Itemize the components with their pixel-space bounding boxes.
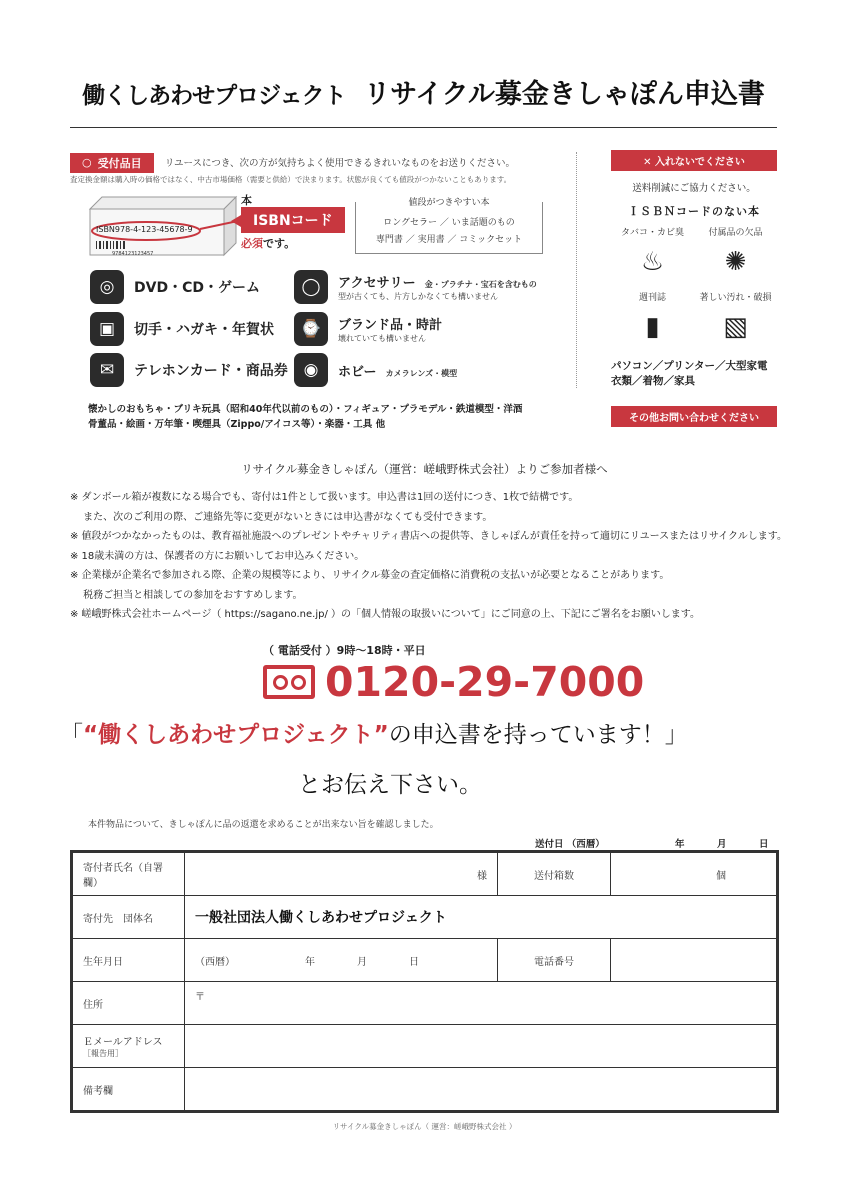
circle-icon: ○ bbox=[82, 156, 92, 169]
camera-icon: ◉ bbox=[294, 353, 328, 387]
magazine-icon: ▮ bbox=[645, 312, 660, 342]
category-accessory bbox=[294, 270, 537, 304]
notice-line: ※ 嵯峨野株式会社ホームページ（ https://sagano.ne.jp/ ）の「個人情報の取扱いについて」にご同意の上、下記にご署名をお願いします。 bbox=[70, 609, 700, 620]
notice-line: ※ ダンボール箱が複数になる場合でも、寄付は1件として扱います。申込書は1回の送付につき、1枚で結構です。 bbox=[70, 492, 579, 503]
document-header bbox=[70, 72, 777, 128]
not-accepted-grid bbox=[611, 225, 777, 347]
send-date-year: 年 bbox=[675, 839, 685, 850]
not-accepted-badge: ✕ 入れないでください bbox=[611, 150, 777, 171]
address-label: 住所 bbox=[73, 982, 185, 1025]
accepted-badge: ○ 受付品目 bbox=[70, 153, 154, 173]
category-hobby bbox=[294, 353, 457, 387]
notice-line: ※ 18歳未満の方は、保護者の方にお願いしてお申込みください。 bbox=[70, 550, 365, 562]
category-brand bbox=[294, 312, 442, 346]
phone-field[interactable] bbox=[611, 939, 777, 982]
barcode-number: 9784123123457 bbox=[112, 251, 154, 257]
boxes-label: 送付箱数 bbox=[498, 853, 611, 896]
gift-icon: ✉ bbox=[90, 353, 124, 387]
send-date-day: 日 bbox=[759, 839, 769, 850]
close-icon: ✕ bbox=[643, 157, 655, 168]
required-suffix: です。 bbox=[263, 237, 296, 250]
isbn-number: ISBN978-4-123-45678-9 bbox=[96, 225, 193, 234]
stamp-icon: ▣ bbox=[90, 312, 124, 346]
notice-line: また、次のご利用の際、ご連絡先等に変更がないときには申込書がなくても受付できます。 bbox=[70, 511, 493, 523]
notice-line: ※ 企業様が企業名で参加される際、企業の規模等により、リサイクル募金の査定価格に消費税の支払いが必要となることがあります。 bbox=[70, 570, 670, 581]
remarks-label: 備考欄 bbox=[73, 1068, 185, 1111]
category-label: 切手・ハガキ・年賀状 bbox=[134, 322, 274, 338]
not-accepted-item: 週刊誌 ▮ bbox=[611, 290, 694, 347]
category-label: アクセサリー bbox=[338, 276, 416, 291]
dest-value: 一般社団法人働くしあわせプロジェクト bbox=[185, 896, 777, 939]
cigarette-icon: ♨ bbox=[640, 247, 665, 277]
send-date bbox=[535, 836, 777, 850]
phone-label: 電話番号 bbox=[498, 939, 611, 982]
required-note bbox=[241, 235, 295, 251]
project-name: 働くしあわせプロジェクト bbox=[82, 83, 346, 109]
email-label: Ｅメールアドレス bbox=[83, 1037, 163, 1048]
remarks-field[interactable] bbox=[185, 1068, 777, 1111]
birth-date-field[interactable]: （西暦） 年 月 日 bbox=[185, 939, 498, 982]
watch-icon: ⌚ bbox=[294, 312, 328, 346]
contact-banner: その他お問い合わせください bbox=[611, 406, 777, 427]
confirm-text: 本件物品について、きしゃぽんに品の返還を求めることが出来ない旨を確認しました。 bbox=[88, 820, 439, 830]
broken-disc-icon: ✺ bbox=[724, 247, 747, 277]
valuable-line: 専門書 ／ 実用書 ／ コミックセット bbox=[375, 235, 523, 245]
tell-message-2: とお伝え下さい。 bbox=[298, 772, 482, 798]
category-sub-inline: 金・プラチナ・宝石を含むもの bbox=[424, 280, 537, 289]
not-accepted-item: 付属品の欠品 ✺ bbox=[694, 225, 777, 282]
freedial-icon bbox=[263, 665, 315, 699]
application-form bbox=[70, 850, 779, 1113]
category-sub-inline: カメラレンズ・模型 bbox=[385, 368, 458, 378]
notice-list bbox=[70, 488, 790, 625]
category-sub: 壊れていても構いません bbox=[338, 334, 426, 343]
not-accepted-column bbox=[611, 150, 777, 427]
misc-line: 懐かしのおもちゃ・ブリキ玩具（昭和40年代以前のもの）・フィギュア・プラモデル・鉄道模型・洋酒 bbox=[88, 404, 523, 415]
category-label: テレホンカード・商品券 bbox=[134, 363, 288, 379]
book-label: 本 bbox=[241, 194, 252, 207]
notice-heading: リサイクル募金きしゃぽん（運営：嵯峨野株式会社）よりご参加者様へ bbox=[241, 462, 608, 476]
send-date-label: 送付日 （西暦） bbox=[535, 839, 605, 850]
isbn-badge: ISBNコード bbox=[241, 207, 345, 233]
other-items: パソコン／プリンター／大型家電 衣類／着物／家具 bbox=[611, 360, 768, 387]
notice-line: ※ 値段がつかなかったものは、教育福祉施設へのプレゼントやチャリティ書店への提供等、きしゃぽんが責任を持って適切にリユースまたはリサイクルします。 bbox=[70, 531, 787, 542]
column-divider bbox=[576, 152, 577, 388]
dest-label: 寄付先 団体名 bbox=[73, 896, 185, 939]
email-sub: ［報告用］ bbox=[83, 1049, 123, 1058]
phone-number[interactable]: 0120-29-7000 bbox=[325, 658, 645, 706]
boxes-field[interactable]: 個 bbox=[611, 853, 777, 896]
misc-line: 骨董品・絵画・万年筆・喫煙具（Zippo/アイコス等）・楽器・工具 他 bbox=[88, 419, 386, 430]
accepted-note: 査定換金額は購入時の価格ではなく、中古市場価格（需要と供給）で決まります。状態が良くても値段がつかないこともあります。 bbox=[70, 175, 512, 184]
valuable-title: 値段がつきやすい本 bbox=[374, 195, 524, 208]
donor-label: 寄付者氏名（自署欄） bbox=[73, 853, 185, 896]
not-accepted-item: 著しい汚れ・破損 ▧ bbox=[694, 290, 777, 347]
category-label: ブランド品・時計 bbox=[338, 318, 443, 333]
category-dvd bbox=[90, 270, 260, 304]
phone-hours: （ 電話受付 ）9時〜18時・平日 bbox=[263, 644, 426, 657]
category-cards bbox=[90, 353, 288, 387]
required-label: 必須 bbox=[241, 237, 263, 250]
donor-name-field[interactable] bbox=[185, 853, 498, 896]
birth-label: 生年月日 bbox=[73, 939, 185, 982]
category-stamps bbox=[90, 312, 274, 346]
send-date-month: 月 bbox=[717, 839, 727, 850]
category-sub: 型が古くても、片方しかなくても構いません bbox=[338, 292, 498, 301]
email-label-cell bbox=[73, 1025, 185, 1068]
accepted-lead: リユースにつき、次の方が気持ちよく使用できるきれいなものをお送りください。 bbox=[164, 158, 515, 169]
torn-book-icon: ▧ bbox=[723, 312, 748, 342]
not-accepted-lead: 送料削減にご協力ください。 bbox=[632, 183, 756, 194]
footer: リサイクル募金きしゃぽん（ 運営：嵯峨野株式会社 ） bbox=[332, 1122, 517, 1131]
tell-message: 「“働くしあわせプロジェクト”の申込書を持っています！」 bbox=[60, 722, 688, 748]
valuable-books-box bbox=[355, 198, 543, 254]
phone-block bbox=[263, 658, 644, 706]
not-accepted-item: タバコ・カビ臭 ♨ bbox=[611, 225, 694, 282]
email-field[interactable] bbox=[185, 1025, 777, 1068]
honorific: 様 bbox=[477, 870, 487, 882]
no-isbn-title: ＩＳＢＮコードのない本 bbox=[628, 205, 760, 218]
notice-line: 税務ご担当と相談しての参加をおすすめします。 bbox=[70, 589, 303, 601]
category-label: ホビー bbox=[338, 364, 377, 380]
disc-icon: ◎ bbox=[90, 270, 124, 304]
ring-icon: ◯ bbox=[294, 270, 328, 304]
postal-mark: 〒 bbox=[195, 992, 205, 1003]
misc-items bbox=[88, 402, 522, 432]
valuable-line: ロングセラー ／ いま話題のもの bbox=[383, 218, 515, 228]
tell-highlight: “働くしあわせプロジェクト” bbox=[83, 722, 389, 748]
page-title: リサイクル募金きしゃぽん申込書 bbox=[363, 79, 765, 110]
accepted-items-header bbox=[70, 151, 515, 173]
category-label: DVD・CD・ゲーム bbox=[134, 280, 260, 296]
address-field[interactable] bbox=[185, 982, 777, 1025]
